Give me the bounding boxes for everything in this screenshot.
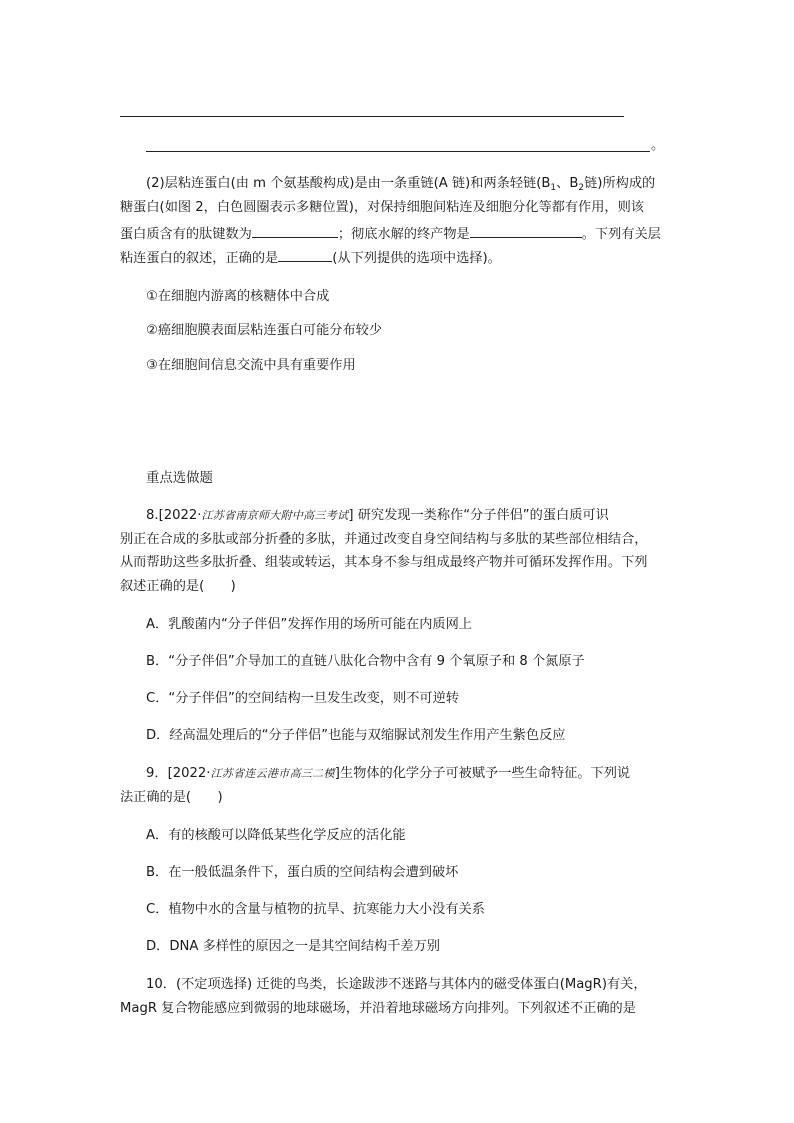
answer-line-2	[146, 151, 650, 152]
section-title: 重点选做题	[146, 471, 213, 486]
q9-line-1	[146, 767, 630, 780]
q9-option-b: B．在一般低温条件下，蛋白质的空间结构会遭到破坏	[146, 865, 459, 880]
peptide-bond-answer-blank[interactable]	[252, 224, 338, 238]
q8-line-4: 叙述正确的是( )	[120, 579, 236, 594]
q2-line-3-text-a: 蛋白质含有的肽键数为	[120, 227, 252, 242]
q2-line-4-text-b: (从下列提供的选项中选择)。	[332, 251, 501, 266]
q2-line-4-text-a: 粘连蛋白的叙述，正确的是	[120, 251, 279, 266]
q10-line-1: 10．(不定项选择) 迁徙的鸟类，长途跋涉不迷路与其体内的磁受体蛋白(MagR)有关，	[146, 977, 647, 992]
q8-source: 江苏省南京师大附中高三考试	[201, 509, 349, 522]
q8-line-2: 别正在合成的多肽或部分折叠的多肽，并通过改变自身空间结构与多肽的某些部位相结合，	[120, 532, 648, 547]
q2-line-3-text-b: ；彻底水解的终产物是	[337, 227, 470, 242]
q9-option-a: A．有的核酸可以降低某些化学反应的活化能	[146, 828, 406, 843]
q2-line-4	[120, 248, 501, 265]
q8-line-1-rest: ] 研究发现一类称作“分子伴侣”的蛋白质可识	[348, 508, 609, 523]
q2-line-2: 糖蛋白(如图 2，白色圆圈表示多糖位置)，对保持细胞间粘连及细胞分化等都有作用，则该	[120, 200, 644, 215]
q2-line-1-text-b: 、B	[556, 176, 579, 191]
hydrolysis-product-answer-blank[interactable]	[470, 224, 582, 238]
correct-option-answer-blank[interactable]	[278, 248, 332, 262]
answer-line-end-mark: 。	[651, 138, 665, 153]
q8-option-a: A．乳酸菌内“分子伴侣”发挥作用的场所可能在内质网上	[146, 617, 472, 632]
q2-line-3-text-c: 。下列有关层	[581, 227, 661, 242]
q2-subscript-2: 2	[578, 183, 585, 193]
q9-option-c: C．植物中水的含量与植物的抗旱、抗寒能力大小没有关系	[146, 902, 485, 917]
answer-line-1	[120, 116, 624, 117]
q9-line-2: 法正确的是( )	[120, 790, 223, 805]
q8-line-1	[146, 509, 609, 522]
q9-source: 江苏省连云港市高三二模	[210, 767, 335, 780]
q8-number: 8.[2022·	[146, 508, 202, 523]
q2-option-3: ③在细胞间信息交流中具有重要作用	[146, 358, 356, 373]
q2-line-1-text-a: (2)层粘连蛋白(由 m 个氨基酸构成)是由一条重链(A 链)和两条轻链(B	[146, 176, 551, 191]
q8-line-3: 从而帮助这些多肽折叠、组装或转运，其本身不参与组成最终产物并可循环发挥作用。下列	[120, 555, 648, 570]
q10-line-2: MagR 复合物能感应到微弱的地球磁场，并沿着地球磁场方向排列。下列叙述不正确的是	[120, 1001, 636, 1016]
q2-line-1	[146, 176, 656, 193]
q2-option-1: ①在细胞内游离的核糖体中合成	[146, 289, 330, 304]
q8-option-c: C．“分子伴侣”的空间结构一旦发生改变，则不可逆转	[146, 691, 459, 706]
q9-number: 9．[2022·	[146, 766, 211, 781]
q9-line-1-rest: ]生物体的化学分子可被赋予一些生命特征。下列说	[334, 766, 631, 781]
q9-option-d: D．DNA 多样性的原因之一是其空间结构千差万别	[146, 939, 440, 954]
q2-option-2: ②癌细胞膜表面层粘连蛋白可能分布较少	[146, 323, 383, 338]
q2-line-3	[120, 224, 661, 241]
q8-option-d: D．经高温处理后的“分子伴侣”也能与双缩脲试剂发生作用产生紫色反应	[146, 728, 566, 743]
q2-subscript-1: 1	[550, 183, 557, 193]
q2-line-1-text-c: 链)所构成的	[584, 176, 656, 191]
q8-option-b: B．“分子伴侣”介导加工的直链八肽化合物中含有 9 个氧原子和 8 个氮原子	[146, 654, 585, 669]
